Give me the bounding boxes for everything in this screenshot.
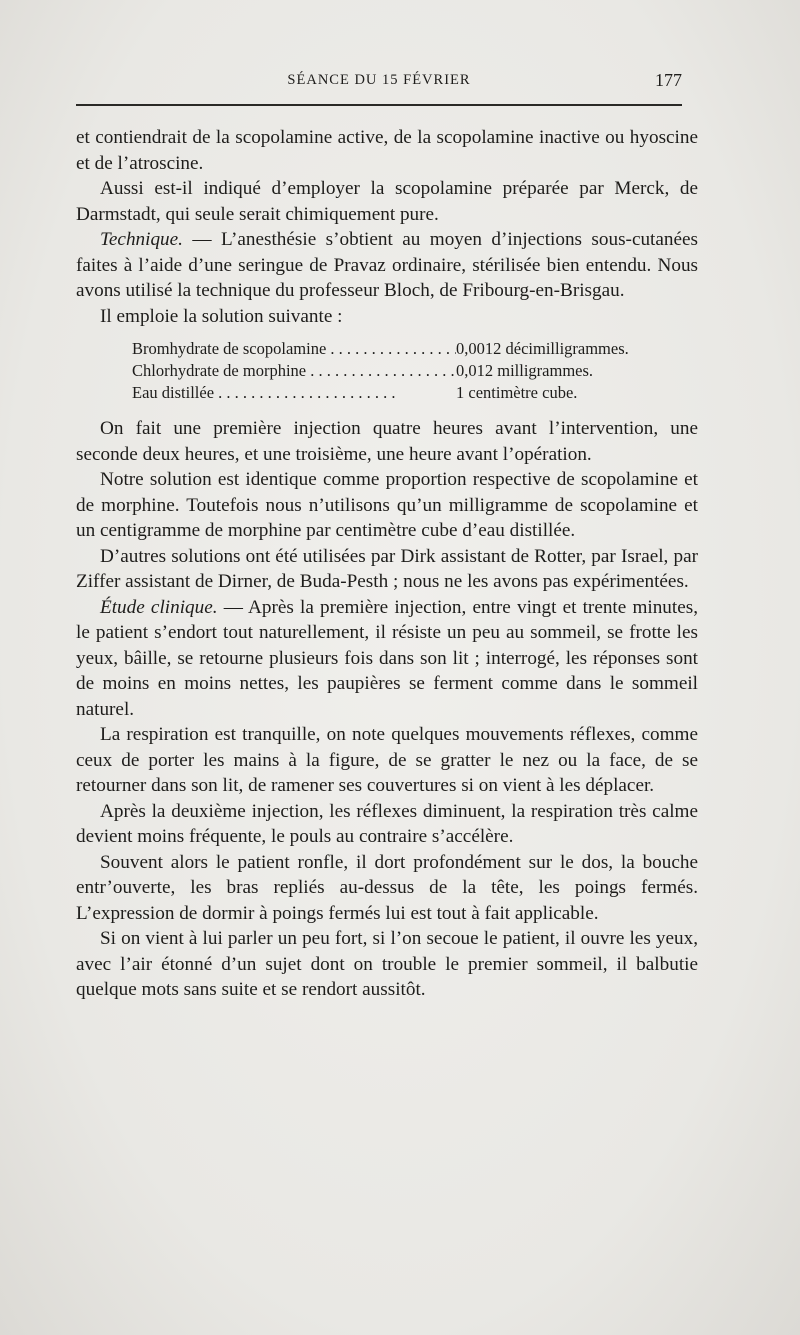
paragraph-4: Il emploie la solution suivante : (100, 305, 343, 327)
paragraph-2: Aussi est-il indiqué d’employer la scopolamine préparée par Merck, de Darmstadt, qui seule serait chimiquement pure. (76, 178, 698, 225)
clinical-study-label: Étude clinique. (100, 596, 218, 618)
clinical-study-text: — Après la première injection, entre vingt et trente minutes, le patient s’endort tout naturellement, il résiste un peu au sommeil, se frotte les yeux, bâille, se retourne plusieurs fois dans son lit ; interrogé, les réponses sont de moins en moins nettes, les paupières se ferment comme dans le sommeil naturel. (76, 596, 699, 720)
paragraph-12: Si on vient à lui parler un peu fort, si l’on secoue le patient, il ouvre les yeux, avec l’air étonné d’un sujet dont on trouble le premier sommeil, il balbutie quelque mots sans suite et se rendort aussitôt. (76, 928, 698, 1000)
paragraph-11: Souvent alors le patient ronfle, il dort profondément sur le dos, la bouche entr’ouverte, les bras repliés au-dessus de la tête, les poings fermés. L’expression de dormir à poings fermés lui est tout à fait applicable. (76, 851, 698, 924)
formula-row (132, 338, 692, 360)
paragraph-10: Après la deuxième injection, les réflexes diminuent, la respiration très calme devient moins fréquente, le pouls au contraire s’accélère. (76, 800, 698, 847)
running-title: SÉANCE DU 15 FÉVRIER (287, 72, 471, 88)
formula-ingredient: Bromhydrate de scopolamine . . . (132, 338, 456, 360)
formula-ingredient: Chlorhydrate de morphine . . . (132, 360, 456, 382)
page-number: 177 (655, 70, 682, 90)
paragraph-6: Notre solution est identique comme proportion respective de scopolamine et de morphine. Toutefois nous n’utilisons qu’un milligramme de scopolamine et un centigramme de morphine par centimètre cube d’eau distillée. (76, 469, 698, 541)
paragraph-1: et contiendrait de la scopolamine active, de la scopolamine inactive ou hyoscine et de l’atroscine. (76, 127, 698, 174)
page-header (76, 72, 682, 92)
paragraph-7: D’autres solutions ont été utilisées par Dirk assistant de Rotter, par Israel, par Ziffer assistant de Dirner, de Buda-Pesth ; nous ne les avons pas expérimentées. (76, 545, 698, 592)
paragraph-9: La respiration est tranquille, on note quelques mouvements réflexes, comme ceux de porter les mains à la figure, de se gratter le nez ou la face, de se retourner dans son lit, de ramener ses couvertures si on vient à les déplacer. (76, 724, 698, 796)
formula-amount: 0,012 milligrammes. (456, 361, 594, 380)
body-text (76, 125, 698, 1003)
solution-formula (132, 338, 692, 404)
paragraph-5: On fait une première injection quatre heures avant l’intervention, une seconde deux heures, et une troisième, une heure avant l’opération. (76, 418, 698, 465)
formula-row (132, 382, 692, 404)
formula-row (132, 360, 692, 382)
formula-ingredient: Eau distillée . . . (132, 382, 456, 404)
paragraph-8 (76, 595, 698, 723)
header-rule (76, 104, 682, 106)
formula-amount: 0,0012 décimilligrammes. (456, 339, 629, 358)
technique-text: — L’anesthésie s’obtient au moyen d’injections sous-cutanées faites à l’aide d’une seringue de Pravaz ordinaire, stérilisée bien entendu. Nous avons utilisé la technique du professeur Bloch, de Fribourg-en-Brisgau. (76, 229, 698, 301)
formula-amount: 1 centimètre cube. (456, 383, 578, 402)
technique-label: Technique. (100, 229, 183, 250)
paragraph-3 (76, 227, 698, 304)
